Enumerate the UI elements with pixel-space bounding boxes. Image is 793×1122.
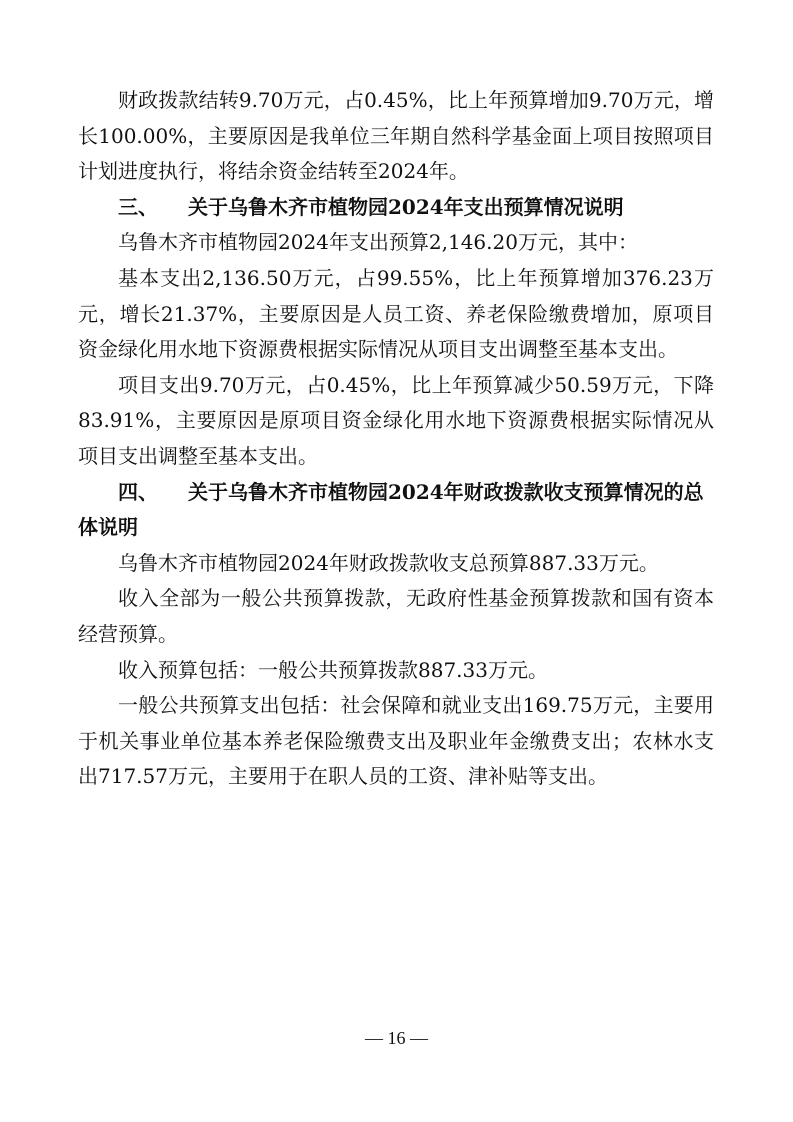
paragraph-project-expenditure: 项目支出9.70万元，占0.45%，比上年预算减少50.59万元，下降83.91%，主要原因是原项目资金绿化用水地下资源费根据实际情况从项目支出调整至基本支出。 (78, 372, 714, 468)
paragraph-carryover: 财政拨款结转9.70万元，占0.45%，比上年预算增加9.70万元，增长100.00%，主要原因是我单位三年期自然科学基金面上项目按照项目计划进度执行，将结余资金结转至2024年。 (78, 88, 714, 184)
paragraph-income-budget: 收入预算包括：一般公共预算拨款887.33万元。 (118, 657, 548, 682)
section-number-4: 四、 (118, 479, 158, 504)
paragraph-expenditure-total: 乌鲁木齐市植物园2024年支出预算2,146.20万元，其中： (118, 230, 638, 255)
section-title-3: 关于乌鲁木齐市植物园2024年支出预算情况说明 (188, 194, 624, 219)
paragraph-public-expenditure: 一般公共预算支出包括：社会保障和就业支出169.75万元，主要用于机关事业单位基本养老保险缴费支出及职业年金缴费支出；农林水支出717.57万元，主要用于在职人员的工资、津补贴等支出。 (78, 693, 714, 789)
paragraph-income-composition: 收入全部为一般公共预算拨款，无政府性基金预算拨款和国有资本经营预算。 (78, 586, 714, 646)
paragraph-basic-expenditure: 基本支出2,136.50万元，占99.55%，比上年预算增加376.23万元，增长21.37%，主要原因是人员工资、养老保险缴费增加，原项目资金绿化用水地下资源费根据实际情况从项目支出调整至基本支出。 (78, 265, 714, 362)
section-title-4: 关于乌鲁木齐市植物园2024年财政拨款收支预算情况的总体说明 (78, 479, 704, 540)
section-heading-4 (78, 475, 714, 546)
section-number-3: 三、 (118, 194, 158, 219)
paragraph-fiscal-total: 乌鲁木齐市植物园2024年财政拨款收支总预算887.33万元。 (118, 550, 659, 575)
page-number: — 16 — (365, 1028, 428, 1048)
document-body (78, 83, 714, 795)
section-heading-3 (78, 190, 714, 226)
